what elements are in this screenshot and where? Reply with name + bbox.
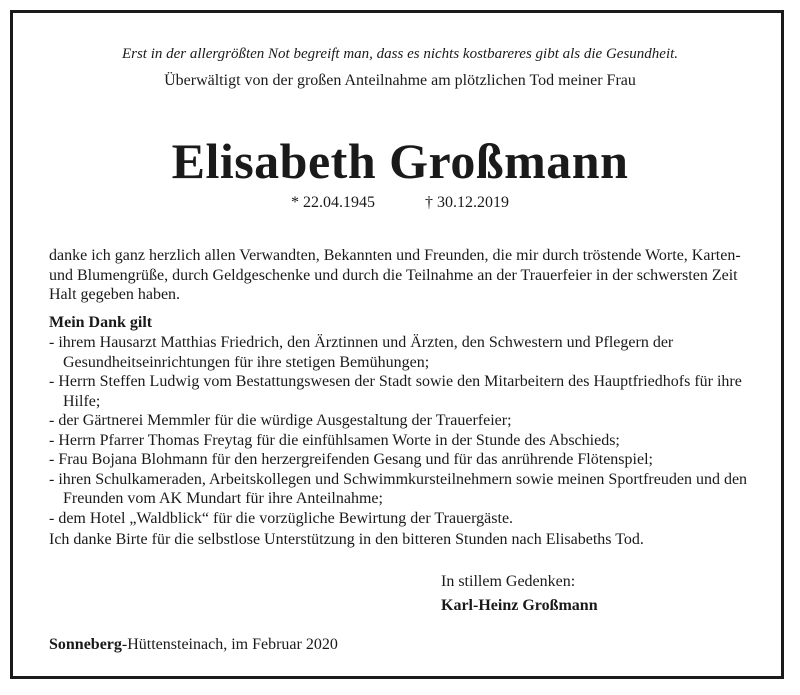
list-item: - Herrn Pfarrer Thomas Freytag für die einfühlsamen Worte in der Stunde des Abschieds; bbox=[49, 431, 620, 449]
list-item: - der Gärtnerei Memmler für die würdige Ausgestaltung der Trauerfeier; bbox=[49, 412, 512, 429]
list-item: - ihrem Hausarzt Matthias Friedrich, den Ärztinnen und Ärzten, den Schwestern und Pflegern der Gesundheitseinrichtungen für ihre stetigen Bemühungen; bbox=[49, 334, 674, 371]
special-thanks-heading: Mein Dank gilt bbox=[49, 314, 153, 331]
place-date-rest: -Hüttensteinach, im Februar 2020 bbox=[121, 636, 338, 653]
obituary-notice bbox=[10, 10, 784, 679]
list-item: - Frau Bojana Blohmann für den herzergreifenden Gesang und für das anrührende Flötenspiel; bbox=[49, 451, 653, 468]
place-date-line bbox=[49, 636, 338, 654]
motto-quote: Erst in der allergrößten Not begreift man, dass es nichts kostbareres gibt als die Gesundheit. bbox=[121, 46, 679, 62]
birth-date: * 22.04.1945 bbox=[291, 194, 375, 211]
thanks-paragraph: danke ich ganz herzlich allen Verwandten, Bekannten und Freunden, die mir durch tröstende Worte, Karten- und Blumengrüße, durch Geldgeschenke und durch die Teilnahme an der Trauerfeier in der schwersten Zeit Halt gegeben haben. bbox=[49, 247, 741, 303]
list-item: - Herrn Steffen Ludwig vom Bestattungswesen der Stadt sowie den Mitarbeitern des Hauptfriedhofs für ihre Hilfe; bbox=[49, 373, 742, 410]
town-name: Sonneberg bbox=[49, 636, 122, 653]
closing-paragraph: Ich danke Birte für die selbstlose Unterstützung in den bitteren Stunden nach Elisabeths Tod. bbox=[49, 531, 644, 548]
signer-name: Karl-Heinz Großmann bbox=[441, 597, 598, 614]
deceased-name: Elisabeth Großmann bbox=[171, 133, 629, 189]
life-dates bbox=[13, 194, 787, 212]
intro-line: Überwältigt von der großen Anteilnahme am plötzlichen Tod meiner Frau bbox=[164, 72, 636, 89]
list-item: - dem Hotel „Waldblick“ für die vorzügliche Bewirtung der Trauergäste. bbox=[49, 509, 514, 527]
death-date: † 30.12.2019 bbox=[425, 194, 509, 211]
special-thanks-list bbox=[49, 333, 759, 528]
remembrance-line: In stillem Gedenken: bbox=[441, 573, 576, 590]
list-item: - ihren Schulkameraden, Arbeitskollegen und Schwimmkursteilnehmern sowie meinen Sportfreuden und den Freunden vom AK Mundart für ihre Anteilnahme; bbox=[49, 470, 748, 507]
